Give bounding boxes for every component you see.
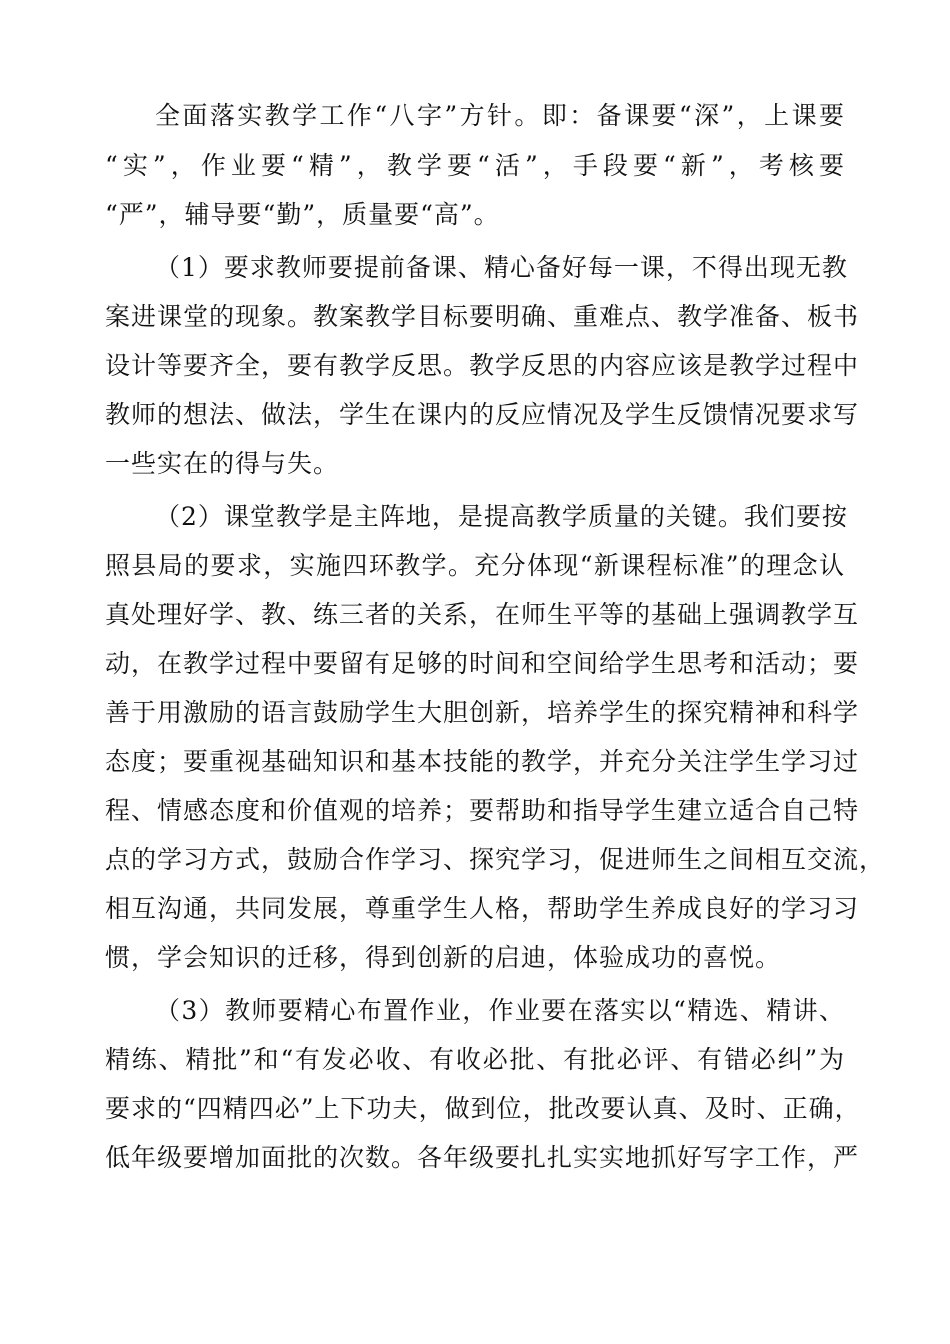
text-line: 惯，学会知识的迁移，得到创新的启迪，体验成功的喜悦。 bbox=[105, 943, 782, 972]
text-line: 善于用激励的语言鼓励学生大胆创新，培养学生的探究精神和科学 bbox=[105, 698, 860, 727]
text-line: 一些实在的得与失。 bbox=[105, 449, 340, 478]
text-line: 照县局的要求，实施四环教学。充分体现“新课程标准”的理念认 bbox=[105, 551, 845, 580]
text-line: （1）要求教师要提前备课、精心备好每一课，不得出现无教 bbox=[155, 253, 848, 282]
text-line: 教师的想法、做法，学生在课内的反应情况及学生反馈情况要求写 bbox=[105, 400, 860, 429]
text-line: 案进课堂的现象。教案教学目标要明确、重难点、教学准备、板书 bbox=[105, 302, 860, 331]
text-line: 相互沟通，共同发展，尊重学生人格，帮助学生养成良好的学习习 bbox=[105, 894, 860, 923]
text-line: 全面落实教学工作“八字”方针。即：备课要“深”，上课要 bbox=[155, 101, 845, 130]
text-line: 动，在教学过程中要留有足够的时间和空间给学生思考和活动；要 bbox=[105, 649, 860, 678]
text-line: 点的学习方式，鼓励合作学习、探究学习，促进师生之间相互交流， bbox=[105, 845, 886, 874]
text-line: “严”，辅导要“勤”，质量要“高”。 bbox=[105, 200, 500, 229]
text-line: 精练、精批”和“有发必收、有收必批、有批必评、有错必纠”为 bbox=[105, 1045, 845, 1074]
text-line: （3）教师要精心布置作业，作业要在落实以“精选、精讲、 bbox=[155, 996, 845, 1025]
text-line: 程、情感态度和价值观的培养；要帮助和指导学生建立适合自己特 bbox=[105, 796, 860, 825]
text-line: “实”，作业要“精”，教学要“活”，手段要“新”，考核要 bbox=[105, 151, 845, 180]
text-line: 低年级要增加面批的次数。各年级要扎扎实实地抓好写字工作，严 bbox=[105, 1143, 860, 1172]
text-line: （2）课堂教学是主阵地，是提高教学质量的关键。我们要按 bbox=[155, 502, 848, 531]
text-line: 设计等要齐全，要有教学反思。教学反思的内容应该是教学过程中 bbox=[105, 351, 860, 380]
text-line: 要求的“四精四必”上下功夫，做到位，批改要认真、及时、正确， bbox=[105, 1094, 861, 1123]
text-line: 真处理好学、教、练三者的关系，在师生平等的基础上强调教学互 bbox=[105, 600, 860, 629]
text-line: 态度；要重视基础知识和基本技能的教学，并充分关注学生学习过 bbox=[105, 747, 860, 776]
